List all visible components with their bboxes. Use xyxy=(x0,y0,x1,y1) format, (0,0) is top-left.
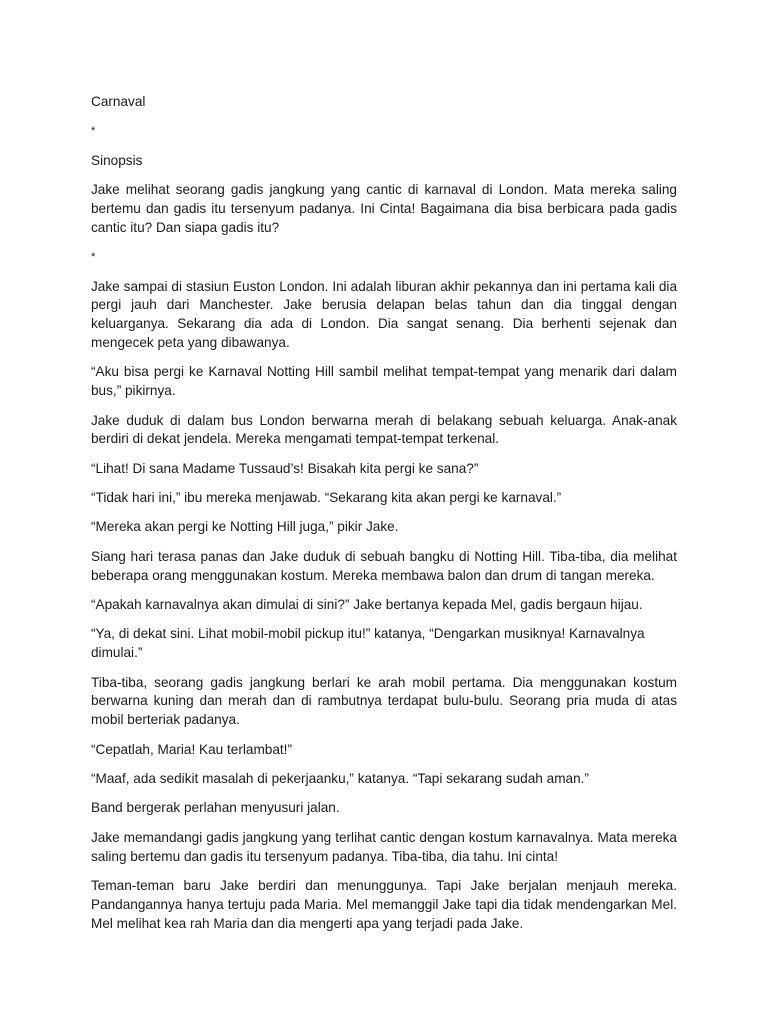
story-paragraph: “Cepatlah, Maria! Kau terlambat!” xyxy=(91,741,292,757)
story-paragraph: Teman-teman baru Jake berdiri dan menunggunya. Tapi Jake berjalan menjauh mereka. Pandangannya hanya tertuju pada Maria. Mel memanggil Jake tapi dia tidak mendengarkan Mel. Mel melihat kea rah Maria dan dia mengerti apa yang terjadi pada Jake. xyxy=(91,877,677,931)
story-paragraph: Tiba-tiba, seorang gadis jangkung berlari ke arah mobil pertama. Dia menggunakan kostum berwarna kuning dan merah dan di rambutnya terdapat bulu-bulu. Seorang pria muda di atas mobil berteriak padanya. xyxy=(91,674,677,728)
story-paragraph: “Lihat! Di sana Madame Tussaud’s! Bisakah kita pergi ke sana?” xyxy=(91,460,479,476)
story-paragraph: “Maaf, ada sedikit masalah di pekerjaanku,” katanya. “Tapi sekarang sudah aman.” xyxy=(91,771,589,787)
story-paragraph: Jake duduk di dalam bus London berwarna merah di belakang sebuah keluarga. Anak-anak berdiri di dekat jendela. Mereka mengamati tempat-tempat terkenal. xyxy=(91,412,677,447)
document-page xyxy=(91,93,677,944)
synopsis-paragraph: Jake melihat seorang gadis jangkung yang cantic di karnaval di London. Mata mereka saling bertemu dan gadis itu tersenyum padanya. Ini Cinta! Bagaimana dia bisa berbicara pada gadis cantic itu? Dan siapa gadis itu? xyxy=(91,182,677,235)
section-heading: Sinopsis xyxy=(91,152,143,168)
story-paragraph: “Ya, di dekat sini. Lihat mobil-mobil pickup itu!” katanya, “Dengarkan musiknya! Karnavalnya dimulai.” xyxy=(91,626,645,661)
story-paragraph: Jake sampai di stasiun Euston London. Ini adalah liburan akhir pekannya dan ini pertama kali dia pergi jauh dari Manchester. Jake berusia delapan belas tahun dan dia tinggal dengan keluarganya. Sekarang dia ada di London. Dia sangat senang. Dia berhenti sejenak dan mengecek peta yang dibawanya. xyxy=(91,278,677,350)
story-paragraph: Band bergerak perlahan menyusuri jalan. xyxy=(91,800,340,816)
story-paragraph: Jake memandangi gadis jangkung yang terlihat cantic dengan kostum karnavalnya. Mata mereka saling bertemu dan gadis itu tersenyum padanya. Tiba-tiba, dia tahu. Ini cinta! xyxy=(91,829,677,864)
separator-asterisk: * xyxy=(91,125,96,138)
story-paragraph: “Tidak hari ini,” ibu mereka menjawab. “Sekarang kita akan pergi ke karnaval.” xyxy=(91,490,562,506)
story-paragraph: “Aku bisa pergi ke Karnaval Notting Hill sambil melihat tempat-tempat yang menarik dari dalam bus,” pikirnya. xyxy=(91,364,677,399)
separator-asterisk: * xyxy=(91,251,96,264)
story-paragraph: “Mereka akan pergi ke Notting Hill juga,” pikir Jake. xyxy=(91,519,399,535)
story-paragraph: “Apakah karnavalnya akan dimulai di sini?” Jake bertanya kepada Mel, gadis bergaun hijau. xyxy=(91,597,643,613)
story-paragraph: Siang hari terasa panas dan Jake duduk di sebuah bangku di Notting Hill. Tiba-tiba, dia melihat beberapa orang menggunakan kostum. Mereka membawa balon dan drum di tangan mereka. xyxy=(91,548,677,583)
document-title: Carnaval xyxy=(91,94,146,109)
